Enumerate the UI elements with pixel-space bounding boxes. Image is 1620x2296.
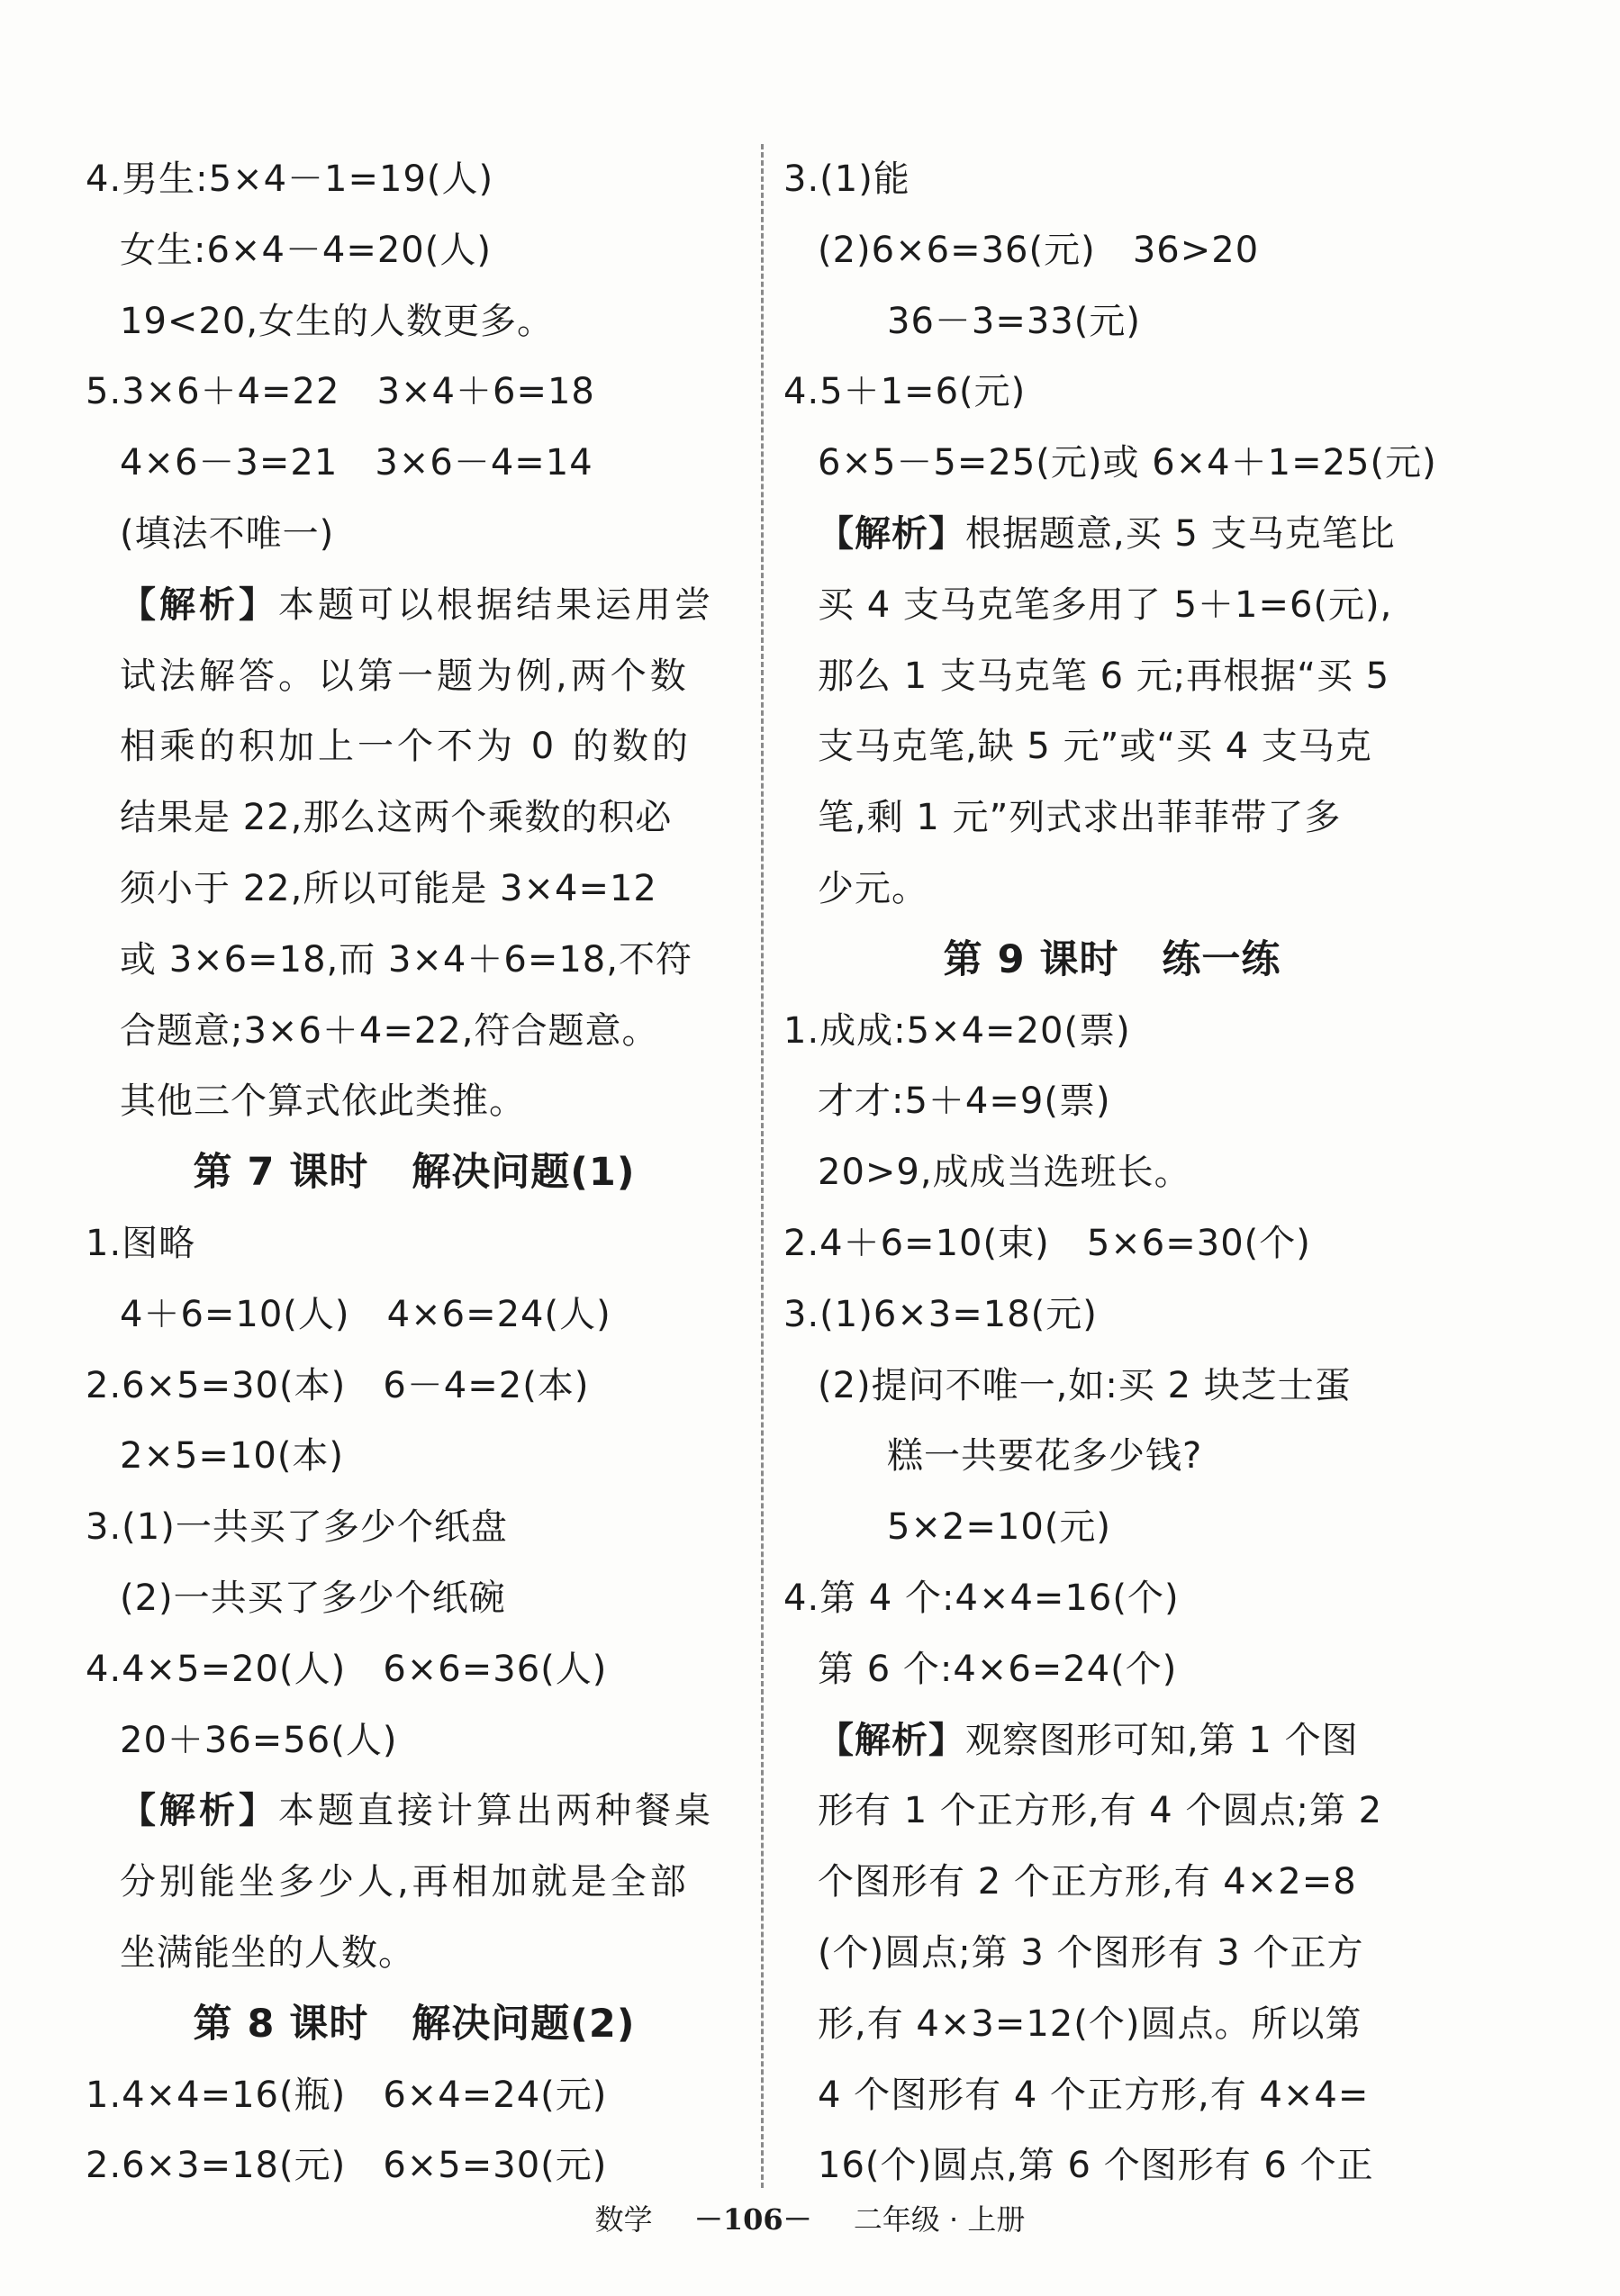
answer-line xyxy=(120,286,743,357)
line-text: 相乘的积加上一个不为 0 的数的 xyxy=(120,726,692,768)
answer-line xyxy=(818,1137,1441,1208)
line-text: 根据题意,买 5 支马克笔比 xyxy=(965,512,1396,555)
answer-line xyxy=(783,1563,1441,1634)
analysis-tag: 【解析】 xyxy=(818,512,965,555)
answer-line xyxy=(86,1492,743,1563)
answer-line xyxy=(818,1351,1441,1422)
answer-line xyxy=(818,2060,1441,2131)
answer-line xyxy=(818,1847,1441,1918)
analysis-tag: 【解析】 xyxy=(120,1790,278,1832)
line-text: 少元。 xyxy=(818,867,928,909)
line-text: 4×6－3=21 3×6－4=14 xyxy=(120,442,593,484)
line-text: 结果是 22,那么这两个乘数的积必 xyxy=(120,797,673,839)
answer-line xyxy=(783,996,1441,1067)
answer-line xyxy=(120,1705,743,1776)
line-text: (2)一共买了多少个纸碗 xyxy=(120,1577,506,1619)
answer-line xyxy=(818,782,1441,854)
answer-line xyxy=(783,1208,1441,1279)
answer-line xyxy=(818,1776,1441,1847)
line-text: 坐满能坐的人数。 xyxy=(120,1931,415,1974)
answer-line xyxy=(120,1421,743,1492)
line-text: 5×2=10(元) xyxy=(887,1506,1112,1549)
line-text: 形,有 4×3=12(个)圆点。所以第 xyxy=(818,2002,1362,2045)
answer-line xyxy=(818,215,1441,286)
line-text: 2.6×5=30(本) 6－4=2(本) xyxy=(86,1364,590,1406)
line-text: 本题直接计算出两种餐桌 xyxy=(278,1790,714,1832)
answer-line xyxy=(86,144,743,215)
line-text: 第 8 课时 解决问题(2) xyxy=(193,2001,636,2047)
line-text: (填法不唯一) xyxy=(120,512,335,555)
line-text: 3.(1)一共买了多少个纸盘 xyxy=(86,1506,508,1549)
footer-grade: 二年级 · 上册 xyxy=(853,2202,1026,2237)
line-text: 女生:6×4－4=20(人) xyxy=(120,229,492,271)
answer-line xyxy=(86,1351,743,1422)
line-text: 5.3×6＋4=22 3×4＋6=18 xyxy=(86,371,595,413)
page-number: －106－ xyxy=(693,2202,812,2237)
answer-line xyxy=(86,1208,743,1279)
line-text: 1.图略 xyxy=(86,1222,196,1264)
answer-line xyxy=(120,1066,743,1137)
footer-subject: 数学 xyxy=(594,2202,653,2237)
line-text: 2.4＋6=10(束) 5×6=30(个) xyxy=(783,1222,1311,1264)
line-text: 才才:5＋4=9(票) xyxy=(818,1080,1111,1123)
line-text: 本题可以根据结果运用尝 xyxy=(278,583,714,626)
answer-line xyxy=(120,499,743,570)
line-text: 19<20,女生的人数更多。 xyxy=(120,300,555,342)
line-text: 笔,剩 1 元”列式求出菲菲带了多 xyxy=(818,797,1342,839)
line-text: 分别能坐多少人,再相加就是全部 xyxy=(120,1861,690,1903)
line-text: 20>9,成成当选班长。 xyxy=(818,1152,1191,1194)
line-text: 个图形有 2 个正方形,有 4×2=8 xyxy=(818,1861,1357,1903)
answer-line xyxy=(818,1918,1441,1989)
right-column xyxy=(783,144,1441,2201)
answer-line xyxy=(818,1634,1441,1705)
line-text: 糕一共要花多少钱? xyxy=(887,1435,1203,1478)
answer-line xyxy=(818,854,1441,925)
column-divider xyxy=(761,144,764,2188)
answer-line xyxy=(120,570,743,641)
line-text: 第 7 课时 解决问题(1) xyxy=(193,1150,636,1196)
line-text: 3.(1)6×3=18(元) xyxy=(783,1293,1098,1335)
answer-line xyxy=(120,854,743,925)
answer-line xyxy=(818,1989,1441,2060)
analysis-tag: 【解析】 xyxy=(818,1719,965,1761)
line-text: 形有 1 个正方形,有 4 个圆点;第 2 xyxy=(818,1790,1383,1832)
analysis-tag: 【解析】 xyxy=(120,583,278,626)
line-text: 3.(1)能 xyxy=(783,158,910,200)
answer-line xyxy=(120,1563,743,1634)
line-text: 6×5－5=25(元)或 6×4＋1=25(元) xyxy=(818,442,1437,484)
answer-line xyxy=(120,1847,743,1918)
line-text: 第 9 课时 练一练 xyxy=(943,936,1281,982)
answer-line xyxy=(887,286,1441,357)
answer-line xyxy=(86,357,743,428)
line-text: 第 6 个:4×6=24(个) xyxy=(818,1648,1178,1690)
line-text: 1.成成:5×4=20(票) xyxy=(783,1009,1131,1052)
line-text: 36－3=33(元) xyxy=(887,300,1141,342)
line-text: (个)圆点;第 3 个图形有 3 个正方 xyxy=(818,1931,1364,1974)
line-text: 2×5=10(本) xyxy=(120,1435,345,1478)
answer-line xyxy=(120,711,743,782)
line-text: 观察图形可知,第 1 个图 xyxy=(965,1719,1359,1761)
line-text: 合题意;3×6＋4=22,符合题意。 xyxy=(120,1009,659,1052)
answer-line xyxy=(120,1279,743,1351)
line-text: 那么 1 支马克笔 6 元;再根据“买 5 xyxy=(818,655,1390,697)
line-text: 4.4×5=20(人) 6×6=36(人) xyxy=(86,1648,608,1690)
answer-line xyxy=(818,1066,1441,1137)
answer-line xyxy=(783,144,1441,215)
line-text: 4.男生:5×4－1=19(人) xyxy=(86,158,494,200)
line-text: 支马克笔,缺 5 元”或“买 4 支马克 xyxy=(818,726,1372,768)
line-text: 4.第 4 个:4×4=16(个) xyxy=(783,1577,1180,1619)
line-text: 20＋36=56(人) xyxy=(120,1719,398,1761)
line-text: 须小于 22,所以可能是 3×4=12 xyxy=(120,867,657,909)
answer-line xyxy=(86,2060,743,2131)
answer-line xyxy=(783,1279,1441,1351)
line-text: (2)6×6=36(元) 36>20 xyxy=(818,229,1260,271)
answer-line xyxy=(818,641,1441,712)
line-text: 1.4×4=16(瓶) 6×4=24(元) xyxy=(86,2074,608,2116)
answer-line xyxy=(120,782,743,854)
line-text: 其他三个算式依此类推。 xyxy=(120,1080,526,1123)
answer-line xyxy=(818,428,1441,499)
page-footer xyxy=(0,2197,1620,2238)
answer-line xyxy=(887,1421,1441,1492)
answer-line xyxy=(120,1918,743,1989)
answer-line xyxy=(120,215,743,286)
line-text: 或 3×6=18,而 3×4＋6=18,不符 xyxy=(120,938,692,981)
answer-line xyxy=(818,2130,1441,2201)
section-heading xyxy=(783,925,1441,996)
left-column xyxy=(86,144,743,2201)
line-text: 16(个)圆点,第 6 个图形有 6 个正 xyxy=(818,2145,1374,2187)
answer-line xyxy=(120,1776,743,1847)
answer-line xyxy=(120,925,743,996)
line-text: 4＋6=10(人) 4×6=24(人) xyxy=(120,1293,611,1335)
answer-line xyxy=(887,1492,1441,1563)
answer-line xyxy=(818,1705,1441,1776)
answer-line xyxy=(120,428,743,499)
line-text: (2)提问不唯一,如:买 2 块芝士蛋 xyxy=(818,1364,1352,1406)
line-text: 试法解答。以第一题为例,两个数 xyxy=(120,655,690,697)
answer-line xyxy=(120,641,743,712)
line-text: 4.5＋1=6(元) xyxy=(783,371,1027,413)
answer-line xyxy=(818,570,1441,641)
answer-line xyxy=(818,499,1441,570)
answer-line xyxy=(818,711,1441,782)
line-text: 4 个图形有 4 个正方形,有 4×4= xyxy=(818,2074,1370,2116)
section-heading xyxy=(86,1137,743,1208)
section-heading xyxy=(86,1989,743,2060)
answer-line xyxy=(120,996,743,1067)
answer-line xyxy=(86,2130,743,2201)
line-text: 买 4 支马克笔多用了 5＋1=6(元), xyxy=(818,583,1393,626)
answer-line xyxy=(86,1634,743,1705)
line-text: 2.6×3=18(元) 6×5=30(元) xyxy=(86,2145,608,2187)
answer-line xyxy=(783,357,1441,428)
